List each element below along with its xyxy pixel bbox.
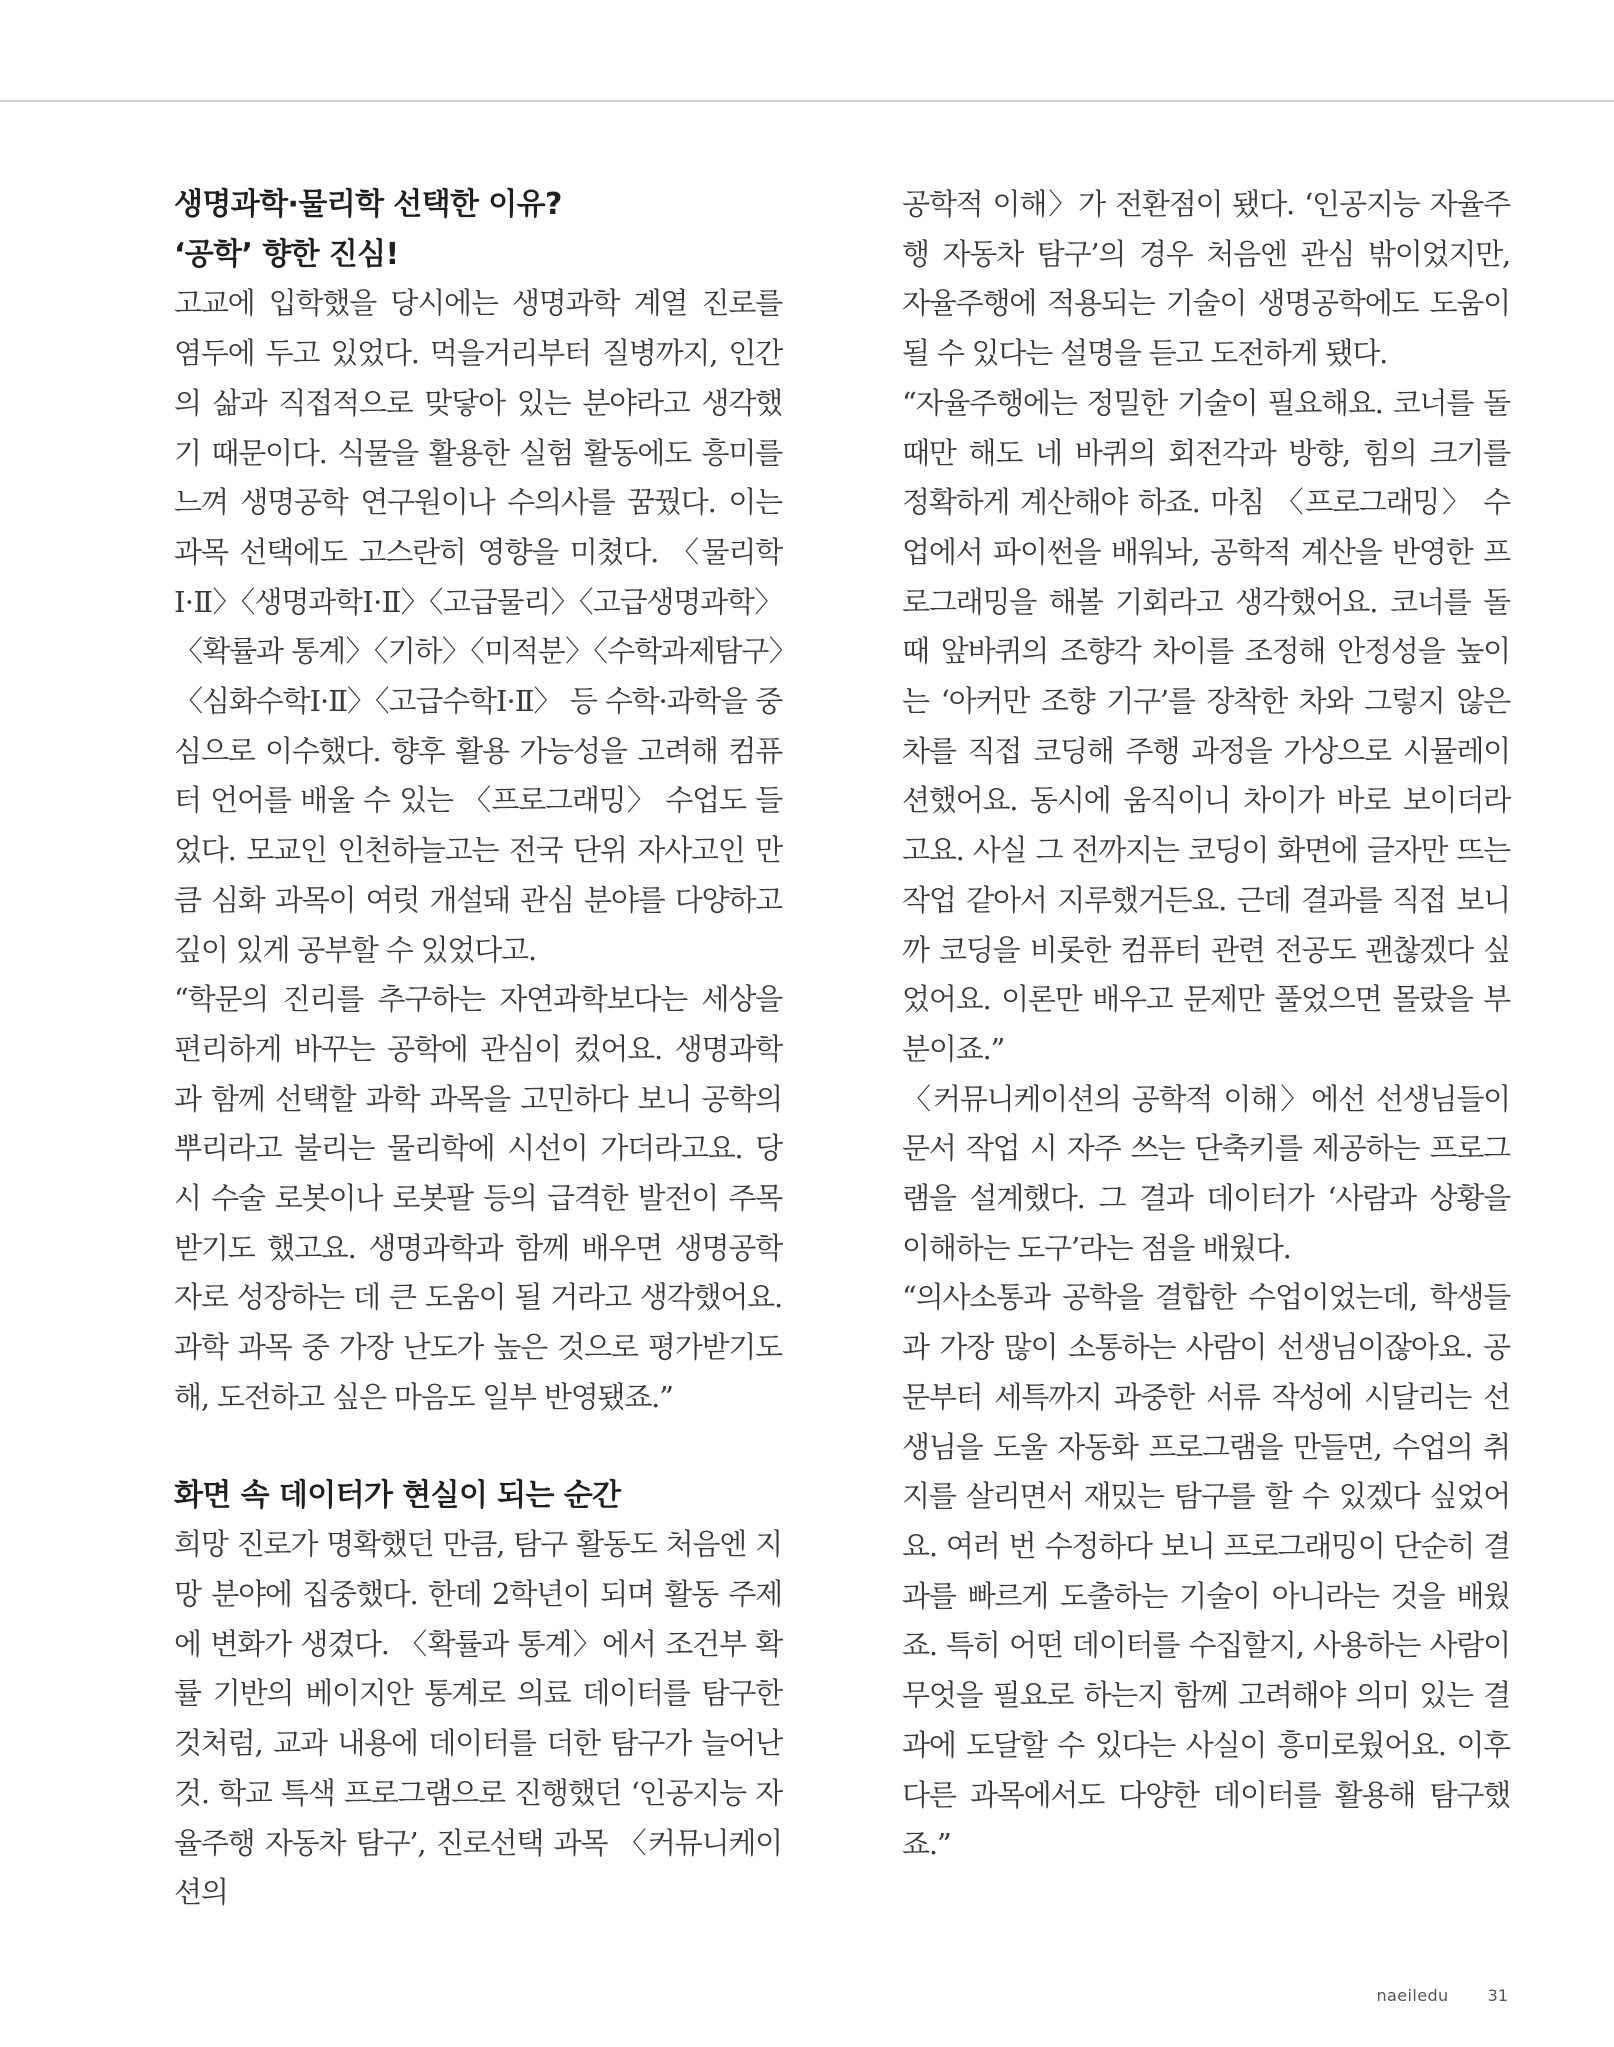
page-number: 31	[1487, 1986, 1508, 2005]
body-paragraph: 〈커뮤니케이션의 공학적 이해〉에선 선생님들이 문서 작업 시 자주 쓰는 단축키를 제공하는 프로그램을 설계했다. 그 결과 데이터가 ‘사람과 상황을 이해하는 도구’라는 점을 배웠다.	[902, 1081, 1510, 1265]
footer-brand: naeiledu	[1376, 1986, 1449, 2005]
body-paragraph: 고교에 입학했을 당시에는 생명과학 계열 진로를 염두에 두고 있었다. 먹을거리부터 질병까지, 인간의 삶과 직접적으로 맞닿아 있는 분야라고 생각했기 때문이다. 식물을 활용한 실험 활동에도 흥미를 느껴 생명공학 연구원이나 수의사를 꿈꿨다. 이는 과목 선택에도 고스란히 영향을 미쳤다. 〈물리학Ⅰ·Ⅱ〉〈생명과학Ⅰ·Ⅱ〉〈고급물리〉〈고급생명과학〉〈확률과 통계〉〈기하〉〈미적분〉〈수학과제탐구〉〈심화수학Ⅰ·Ⅱ〉〈고급수학Ⅰ·Ⅱ〉 등 수학·과학을 중심으로 이수했다. 향후 활용 가능성을 고려해 컴퓨터 언어를 배울 수 있는 〈프로그래밍〉 수업도 들었다. 모교인 인천하늘고는 전국 단위 자사고인 만큼 심화 과목이 여럿 개설돼 관심 분야를 다양하고 깊이 있게 공부할 수 있었다고.	[174, 286, 782, 967]
section-heading-1-line1: 생명과학·물리학 선택한 이유?	[174, 187, 562, 222]
top-divider	[0, 100, 1614, 102]
quote-paragraph: “자율주행에는 정밀한 기술이 필요해요. 코너를 돌 때만 해도 네 바퀴의 회전각과 방향, 힘의 크기를 정확하게 계산해야 하죠. 마침 〈프로그래밍〉 수업에서 파이썬을 배워놔, 공학적 계산을 반영한 프로그래밍을 해볼 기회라고 생각했어요. 코너를 돌 때 앞바퀴의 조향각 차이를 조정해 안정성을 높이는 ‘아커만 조향 기구’를 장착한 차와 그렇지 않은 차를 직접 코딩해 주행 과정을 가상으로 시뮬레이션했어요. 동시에 움직이니 차이가 바로 보이더라고요. 사실 그 전까지는 코딩이 화면에 글자만 뜨는 작업 같아서 지루했거든요. 근데 결과를 직접 보니까 코딩을 비롯한 컴퓨터 관련 전공도 괜찮겠다 싶었어요. 이론만 배우고 문제만 풀었으면 몰랐을 부분이죠.”	[902, 385, 1510, 1066]
page-footer	[1377, 1986, 1508, 2005]
quote-paragraph: “의사소통과 공학을 결합한 수업이었는데, 학생들과 가장 많이 소통하는 사람이 선생님이잖아요. 공문부터 세특까지 과중한 서류 작성에 시달리는 선생님을 도울 자동화 프로그램을 만들면, 수업의 취지를 살리면서 재밌는 탐구를 할 수 있겠다 싶었어요. 여러 번 수정하다 보니 프로그래밍이 단순히 결과를 빠르게 도출하는 기술이 아니라는 것을 배웠죠. 특히 어떤 데이터를 수집할지, 사용하는 사람이 무엇을 필요로 하는지 함께 고려해야 의미 있는 결과에 도달할 수 있다는 사실이 흥미로웠어요. 이후 다른 과목에서도 다양한 데이터를 활용해 탐구했죠.”	[902, 1280, 1510, 1862]
quote-paragraph: “학문의 진리를 추구하는 자연과학보다는 세상을 편리하게 바꾸는 공학에 관심이 컸어요. 생명과학과 함께 선택할 과학 과목을 고민하다 보니 공학의 뿌리라고 불리는 물리학에 시선이 가더라고요. 당시 수술 로봇이나 로봇팔 등의 급격한 발전이 주목받기도 했고요. 생명과학과 함께 배우면 생명공학자로 성장하는 데 큰 도움이 될 거라고 생각했어요. 과학 과목 중 가장 난도가 높은 것으로 평가받기도 해, 도전하고 싶은 마음도 일부 반영됐죠.”	[174, 982, 782, 1414]
body-paragraph: 공학적 이해〉가 전환점이 됐다. ‘인공지능 자율주행 자동차 탐구’의 경우 처음엔 관심 밖이었지만, 자율주행에 적용되는 기술이 생명공학에도 도움이 될 수 있다는 설명을 듣고 도전하게 됐다.	[902, 187, 1510, 371]
right-column	[902, 180, 1510, 1870]
section-heading-2: 화면 속 데이터가 현실이 되는 순간	[174, 1477, 621, 1513]
left-column	[174, 180, 782, 1918]
section-heading-1	[174, 180, 782, 279]
body-paragraph: 희망 진로가 명확했던 만큼, 탐구 활동도 처음엔 지망 분야에 집중했다. 한데 2학년이 되며 활동 주제에 변화가 생겼다. 〈확률과 통계〉에서 조건부 확률 기반의 베이지안 통계로 의료 데이터를 탐구한 것처럼, 교과 내용에 데이터를 더한 탐구가 늘어난 것. 학교 특색 프로그램으로 진행했던 ‘인공지능 자율주행 자동차 탐구’, 진로선택 과목 〈커뮤니케이션의	[174, 1527, 782, 1910]
section-heading-1-line2: ‘공학’ 향한 진심!	[174, 236, 399, 272]
